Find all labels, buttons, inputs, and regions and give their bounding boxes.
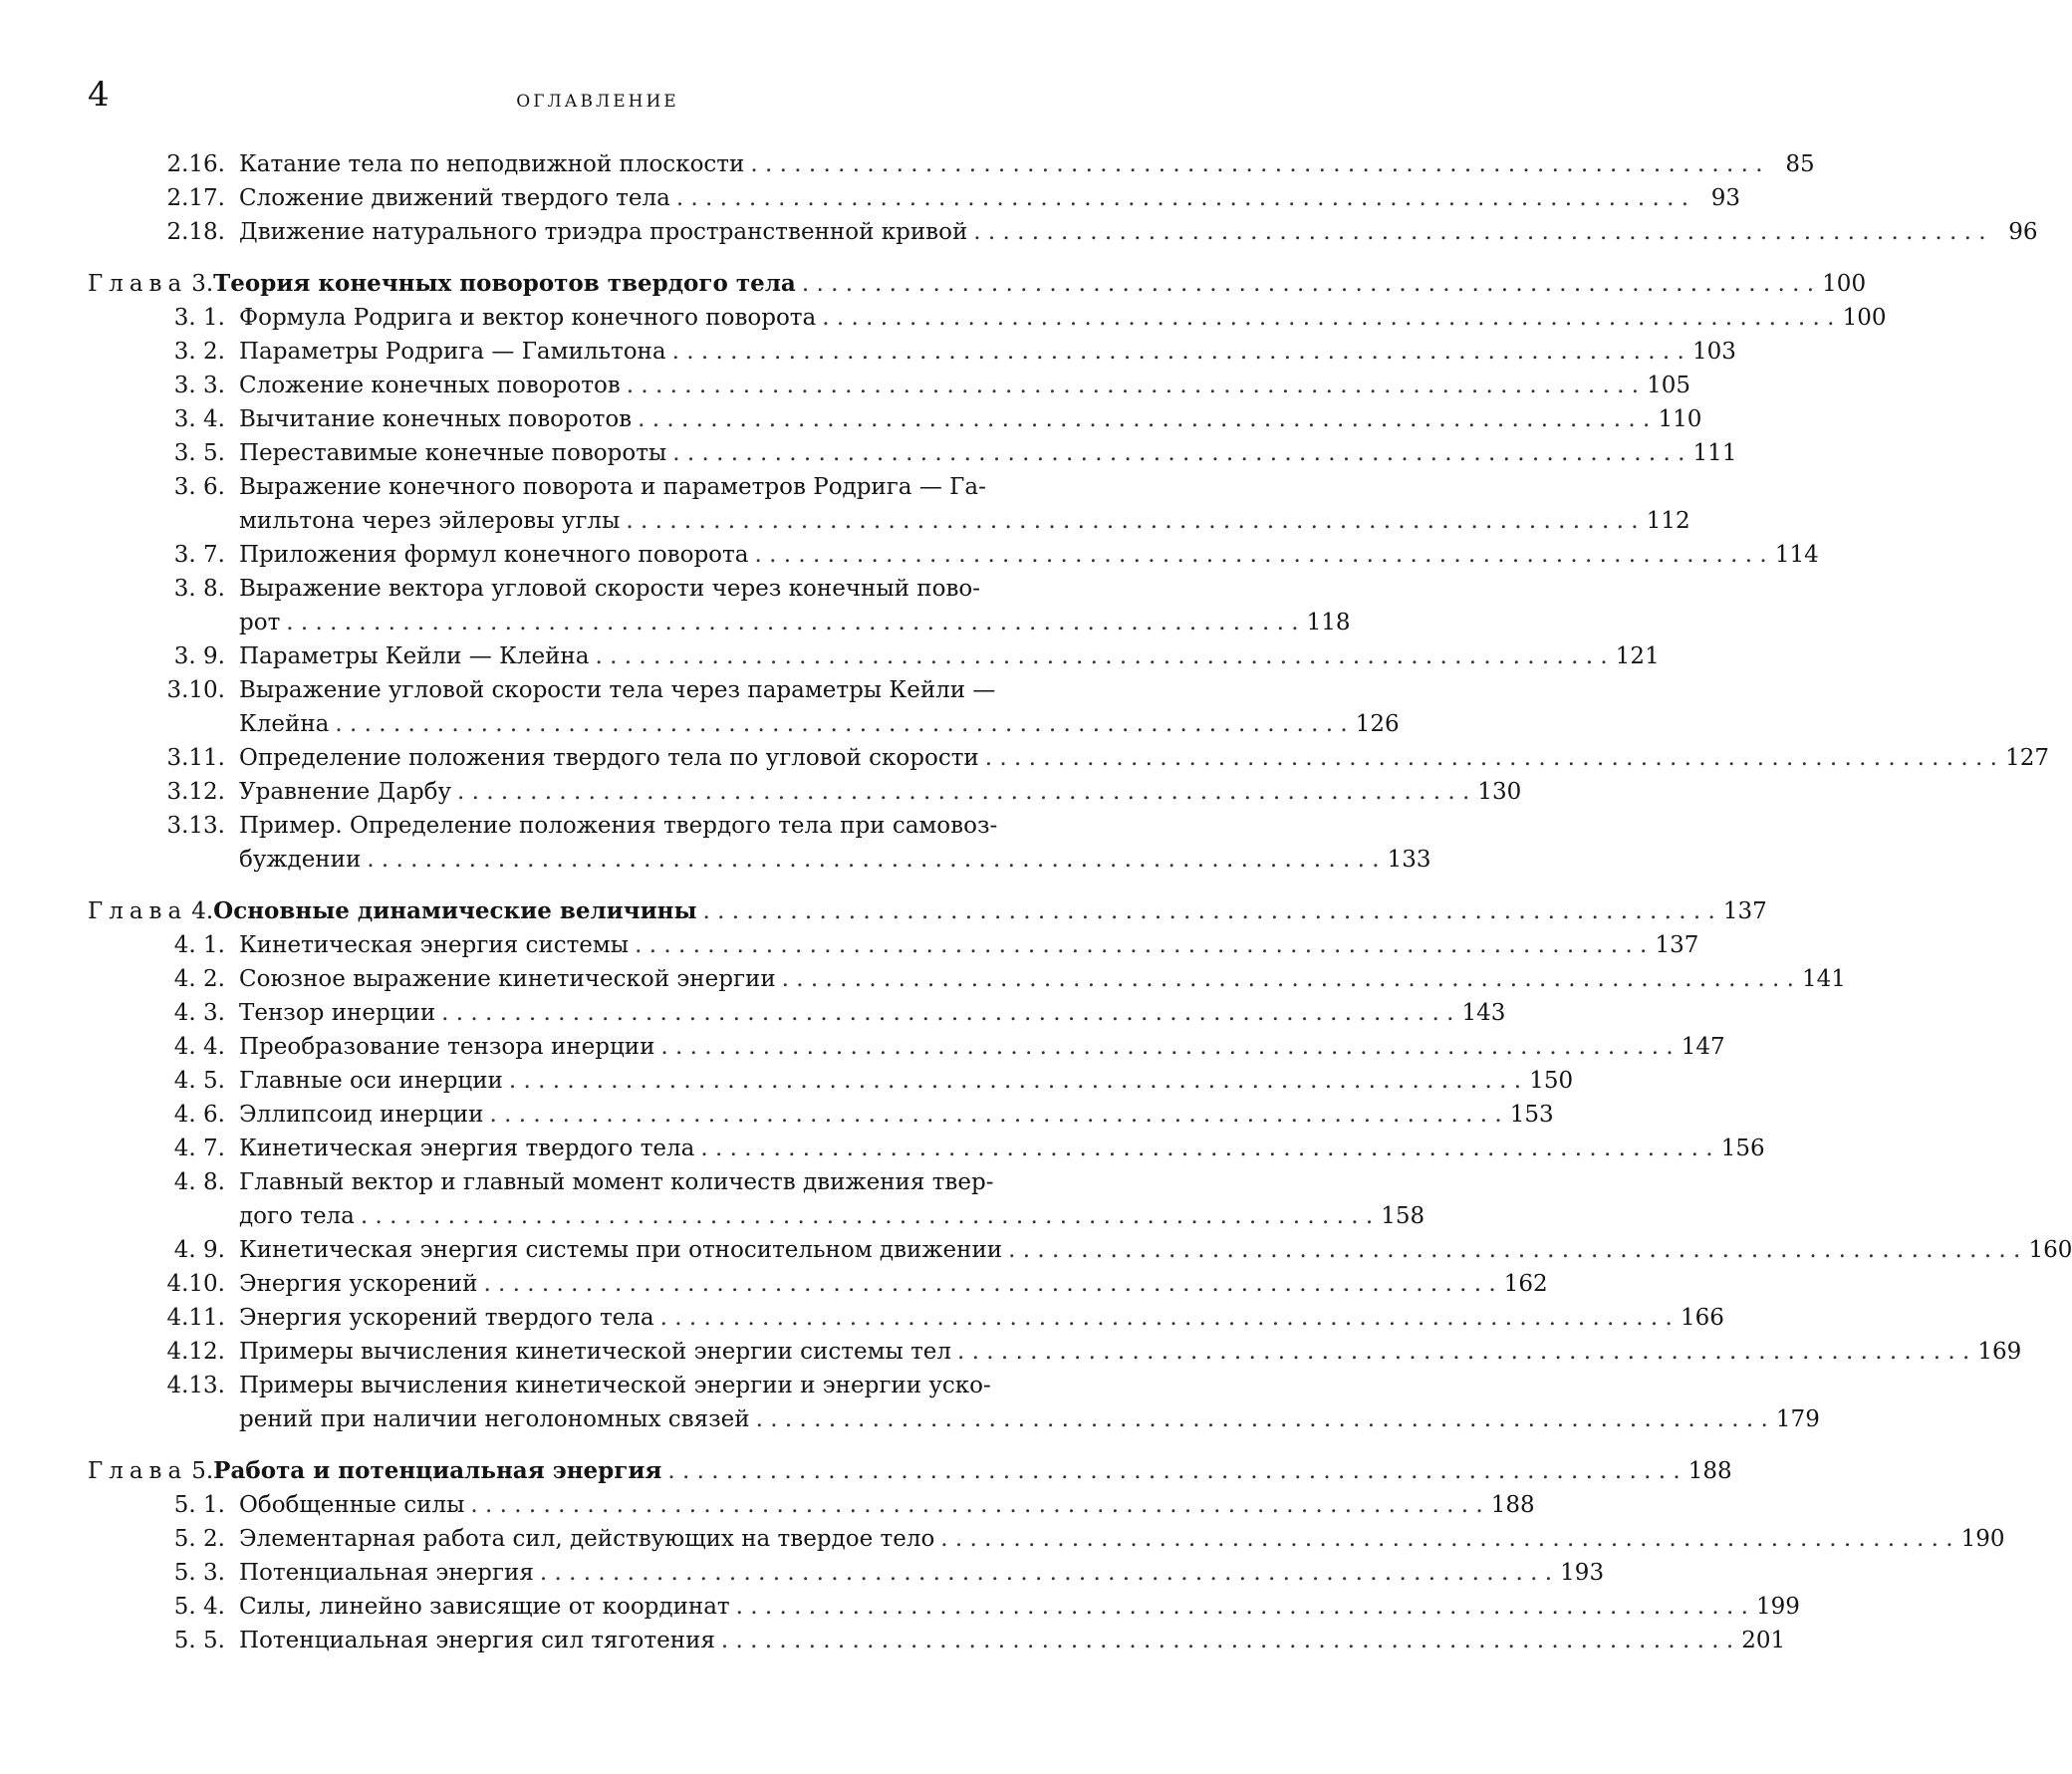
page-ref: 110 <box>1658 406 1702 432</box>
section-number: 2.16. <box>166 151 225 177</box>
chapter-prefix: Глава <box>88 1458 188 1484</box>
dot-leader <box>703 894 1715 928</box>
dot-leader <box>441 996 1453 1030</box>
page-ref: 169 <box>1977 1339 2022 1365</box>
section-title: Эллипсоид инерции <box>239 1102 484 1128</box>
section-number: 3.10. <box>166 677 225 703</box>
toc-entry <box>88 639 1660 673</box>
section-title: Уравнение Дарбу <box>239 779 452 805</box>
toc-entry <box>88 1132 1765 1165</box>
section-title: Кинетическая энергия системы <box>239 932 630 958</box>
page-ref: 103 <box>1691 339 1736 365</box>
toc-entry <box>88 181 1741 215</box>
page-ref: 85 <box>1785 151 1815 177</box>
dot-leader <box>750 147 1762 181</box>
page-ref: 111 <box>1692 440 1737 466</box>
page-ref: 93 <box>1710 185 1741 211</box>
section-title: Главные оси инерции <box>239 1068 503 1094</box>
toc-entry <box>88 1233 2072 1267</box>
section-title: Силы, линейно зависящие от координат <box>239 1594 730 1620</box>
section-number: 4. 7. <box>173 1136 225 1161</box>
section-title: Тензор инерции <box>239 1000 436 1026</box>
toc-entry <box>88 775 1522 809</box>
section-title: Пример. Определение положения твердого тела при самовоз- <box>239 813 998 839</box>
dot-leader <box>660 1301 1673 1335</box>
dot-leader <box>470 1488 1482 1522</box>
section-title: Энергия ускорений твердого тела <box>239 1305 654 1331</box>
section-number: 4.11. <box>166 1305 225 1331</box>
section-title: Катание тела по неподвижной плоскости <box>239 151 745 177</box>
page-ref: 193 <box>1560 1560 1605 1586</box>
section-title: Сложение движений твердого тела <box>239 185 670 211</box>
dot-leader <box>672 436 1684 470</box>
dot-leader <box>736 1590 1748 1624</box>
toc-entry <box>88 1064 1574 1098</box>
toc-entry <box>88 741 2049 775</box>
page-ref: 105 <box>1647 373 1690 398</box>
section-title: дого тела <box>239 1203 355 1229</box>
page-ref: 147 <box>1681 1034 1725 1060</box>
section-number: 3.11. <box>166 745 225 771</box>
section-title: Обобщенные силы <box>239 1492 465 1518</box>
toc-entry <box>88 1165 1425 1233</box>
page-ref: 137 <box>1722 898 1767 924</box>
toc-entry <box>88 1030 1725 1064</box>
section-number: 3. 6. <box>173 474 225 500</box>
section-number: 3. 3. <box>173 373 225 398</box>
section-number: 3. 8. <box>173 576 225 602</box>
dot-leader <box>973 215 1985 249</box>
toc-entry <box>88 335 1736 369</box>
dot-leader <box>635 928 1647 962</box>
dot-leader <box>660 1030 1673 1064</box>
section-number: 4. 6. <box>173 1102 225 1128</box>
toc-entry <box>88 1522 2005 1556</box>
toc-entry <box>88 436 1737 470</box>
dot-leader <box>756 1402 1768 1436</box>
dot-leader <box>457 775 1469 809</box>
page-ref: 100 <box>1842 305 1887 331</box>
toc-entry <box>88 402 1702 436</box>
dot-leader <box>957 1335 1969 1369</box>
section-number: 4. 4. <box>173 1034 225 1060</box>
toc-entry <box>88 301 1887 335</box>
dot-leader <box>721 1624 1733 1657</box>
dot-leader <box>595 639 1607 673</box>
toc-entry <box>88 369 1690 402</box>
section-title: рений при наличии неголономных связей <box>239 1406 750 1432</box>
section-title: Выражение угловой скорости тела через параметры Кейли — <box>239 677 996 703</box>
toc-entry <box>88 809 1431 877</box>
section-title: Элементарная работа сил, действующих на твердое тело <box>239 1526 935 1552</box>
toc-entry <box>88 470 1690 538</box>
section-title: Союзное выражение кинетической энергии <box>239 966 776 992</box>
toc-entry <box>88 1369 1820 1436</box>
chapter-number: 3. <box>191 271 214 297</box>
section-title: Кинетическая энергия твердого тела <box>239 1136 695 1161</box>
section-title: Потенциальная энергия сил тяготения <box>239 1628 715 1653</box>
dot-leader <box>367 843 1379 877</box>
dot-leader <box>802 267 1814 301</box>
page-ref: 112 <box>1646 508 1690 534</box>
page-ref: 143 <box>1461 1000 1506 1026</box>
section-number: 5. 3. <box>173 1560 225 1586</box>
section-title: Параметры Родрига — Гамильтона <box>239 339 666 365</box>
dot-leader <box>940 1522 1952 1556</box>
toc-entry <box>88 962 1846 996</box>
section-title: буждении <box>239 847 362 873</box>
page-ref: 100 <box>1822 271 1867 297</box>
section-number: 4.10. <box>166 1271 225 1297</box>
section-title: Главный вектор и главный момент количеств движения твер- <box>239 1169 994 1195</box>
toc-entry <box>88 1335 2022 1369</box>
dot-leader <box>700 1132 1712 1165</box>
section-number: 2.18. <box>166 219 225 245</box>
page-ref: 188 <box>1490 1492 1535 1518</box>
section-number: 3. 7. <box>173 542 225 568</box>
page-number: 4 <box>88 75 110 115</box>
section-number: 3. 2. <box>173 339 225 365</box>
toc-entry <box>88 1556 1605 1590</box>
page-ref: 133 <box>1387 847 1431 873</box>
section-number: 3. 9. <box>173 643 225 669</box>
page-ref: 188 <box>1687 1458 1732 1484</box>
section-title: Определение положения твердого тела по угловой скорости <box>239 745 979 771</box>
page-ref: 121 <box>1615 643 1660 669</box>
page-ref: 158 <box>1381 1203 1425 1229</box>
dot-leader <box>626 504 1638 538</box>
page-ref: 160 <box>2028 1237 2072 1263</box>
chapter-heading <box>88 1454 1732 1488</box>
section-number: 3. 4. <box>173 406 225 432</box>
dot-leader <box>489 1098 1501 1132</box>
section-number: 3. 1. <box>173 305 225 331</box>
toc-entry <box>88 538 1819 572</box>
section-title: Движение натурального триэдра пространственной кривой <box>239 219 968 245</box>
toc-entry <box>88 673 1400 741</box>
chapter-prefix: Глава <box>88 898 188 924</box>
page-ref: 201 <box>1741 1628 1786 1653</box>
toc-entry <box>88 1624 1786 1657</box>
section-title: Приложения формул конечного поворота <box>239 542 749 568</box>
section-number: 5. 4. <box>173 1594 225 1620</box>
dot-leader <box>822 301 1834 335</box>
section-title: Сложение конечных поворотов <box>239 373 621 398</box>
page-ref: 130 <box>1477 779 1522 805</box>
section-title: Переставимые конечные повороты <box>239 440 667 466</box>
chapter-number: 4. <box>191 898 214 924</box>
dot-leader <box>676 181 1688 215</box>
section-number: 4. 2. <box>173 966 225 992</box>
section-number: 4.13. <box>166 1373 225 1398</box>
page-ref: 166 <box>1680 1305 1724 1331</box>
dot-leader <box>985 741 1997 775</box>
section-title: Энергия ускорений <box>239 1271 478 1297</box>
section-title: Кинетическая энергия системы при относительном движении <box>239 1237 1003 1263</box>
section-title: Вычитание конечных поворотов <box>239 406 633 432</box>
section-number: 5. 5. <box>173 1628 225 1653</box>
section-number: 3.13. <box>166 813 225 839</box>
dot-leader <box>335 707 1347 741</box>
section-title: мильтона через эйлеровы углы <box>239 508 621 534</box>
toc-entry <box>88 147 1815 181</box>
section-title: Параметры Кейли — Клейна <box>239 643 590 669</box>
dot-leader <box>361 1199 1373 1233</box>
page-ref: 153 <box>1509 1102 1554 1128</box>
page-ref: 118 <box>1306 610 1351 635</box>
section-number: 5. 2. <box>173 1526 225 1552</box>
section-number: 5. 1. <box>173 1492 225 1518</box>
dot-leader <box>627 369 1639 402</box>
page-ref: 156 <box>1720 1136 1765 1161</box>
page-ref: 137 <box>1655 932 1699 958</box>
section-title: Выражение конечного поворота и параметров Родрига — Га- <box>239 474 986 500</box>
section-number: 2.17. <box>166 185 225 211</box>
dot-leader <box>667 1454 1680 1488</box>
toc-entry <box>88 1301 1724 1335</box>
section-title: рот <box>239 610 281 635</box>
section-number: 4. 5. <box>173 1068 225 1094</box>
section-title: Потенциальная энергия <box>239 1560 534 1586</box>
page-ref: 127 <box>2005 745 2049 771</box>
dot-leader <box>1008 1233 2020 1267</box>
page-ref: 199 <box>1756 1594 1800 1620</box>
section-title: Формула Родрига и вектор конечного поворота <box>239 305 817 331</box>
section-title: Преобразование тензора инерции <box>239 1034 655 1060</box>
section-number: 3. 5. <box>173 440 225 466</box>
toc-entry <box>88 1590 1800 1624</box>
dot-leader <box>483 1267 1495 1301</box>
dot-leader <box>286 606 1298 639</box>
chapter-prefix: Глава <box>88 271 188 297</box>
dot-leader <box>638 402 1650 436</box>
table-of-contents <box>88 147 2072 1657</box>
section-title: Примеры вычисления кинетической энергии и энергии уско- <box>239 1373 991 1398</box>
dot-leader <box>540 1556 1552 1590</box>
chapter-number: 5. <box>191 1458 214 1484</box>
toc-entry <box>88 1267 1548 1301</box>
chapter-title: Теория конечных поворотов твердого тела <box>213 270 796 297</box>
page-ref: 179 <box>1775 1406 1820 1432</box>
toc-entry <box>88 1098 1554 1132</box>
section-number: 4. 9. <box>173 1237 225 1263</box>
section-number: 4. 3. <box>173 1000 225 1026</box>
running-head: ОГЛАВЛЕНИЕ <box>516 92 679 112</box>
dot-leader <box>672 335 1684 369</box>
section-title: Примеры вычисления кинетической энергии системы тел <box>239 1339 952 1365</box>
page-ref: 96 <box>2008 219 2038 245</box>
chapter-title: Работа и потенциальная энергия <box>213 1457 662 1484</box>
dot-leader <box>754 538 1766 572</box>
toc-entry <box>88 215 2038 249</box>
toc-entry <box>88 572 1351 639</box>
section-number: 3.12. <box>166 779 225 805</box>
section-number: 4. 8. <box>173 1169 225 1195</box>
section-title: Выражение вектора угловой скорости через конечный пово- <box>239 576 981 602</box>
page-ref: 141 <box>1802 966 1846 992</box>
toc-entry <box>88 928 1699 962</box>
page-ref: 190 <box>1960 1526 2005 1552</box>
chapter-heading <box>88 267 1867 301</box>
dot-leader <box>509 1064 1521 1098</box>
toc-entry <box>88 996 1506 1030</box>
section-number: 4.12. <box>166 1339 225 1365</box>
chapter-title: Основные динамические величины <box>213 897 697 924</box>
page-ref: 150 <box>1529 1068 1574 1094</box>
section-title: Клейна <box>239 711 330 737</box>
page-ref: 114 <box>1774 542 1819 568</box>
dot-leader <box>782 962 1794 996</box>
page-ref: 162 <box>1503 1271 1548 1297</box>
page-ref: 126 <box>1355 711 1400 737</box>
toc-entry <box>88 1488 1535 1522</box>
chapter-heading <box>88 894 1767 928</box>
section-number: 4. 1. <box>173 932 225 958</box>
